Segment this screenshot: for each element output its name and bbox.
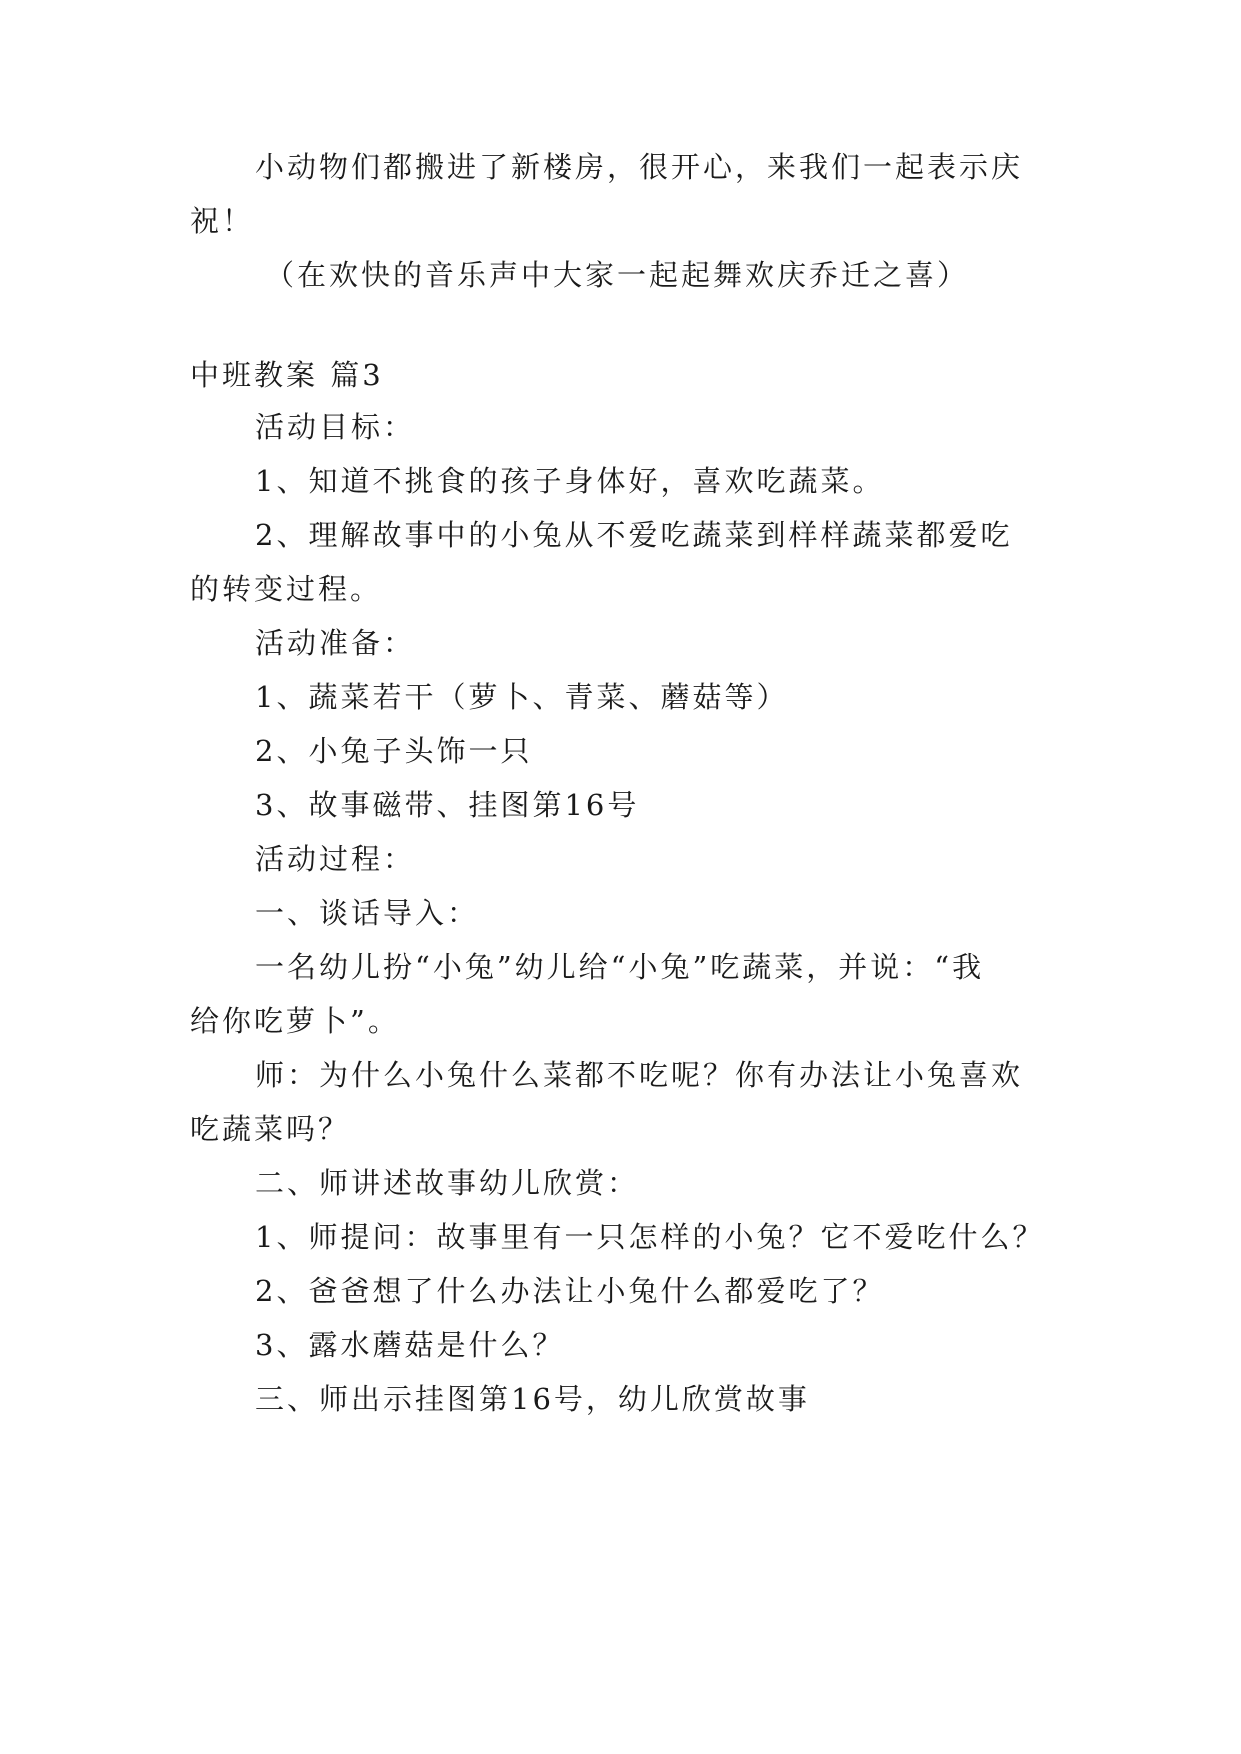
paragraph-line: 小动物们都搬进了新楼房，很开心，来我们一起表示庆 [255, 150, 1024, 184]
paragraph-line: 三、师出示挂图第16号，幼儿欣赏故事 [255, 1382, 810, 1416]
paragraph-line: 师：为什么小兔什么菜都不吃呢？你有办法让小兔喜欢 [255, 1058, 1024, 1092]
paragraph-line: 二、师讲述故事幼儿欣赏： [255, 1166, 640, 1200]
paragraph-line: 1、知道不挑食的孩子身体好，喜欢吃蔬菜。 [255, 464, 885, 498]
paragraph-line: 祝！ [190, 204, 255, 238]
paragraph-line: 2、爸爸想了什么办法让小兔什么都爱吃了？ [255, 1274, 885, 1308]
paragraph-line: 3、露水蘑菇是什么？ [255, 1328, 565, 1362]
paragraph-line: 1、师提问：故事里有一只怎样的小兔？它不爱吃什么？ [255, 1220, 1045, 1254]
paragraph-line: 3、故事磁带、挂图第16号 [255, 788, 640, 822]
paragraph-line: 活动过程： [255, 842, 416, 876]
paragraph-line: 的转变过程。 [190, 572, 383, 606]
paragraph-line: 给你吃萝卜”。 [190, 1004, 400, 1038]
section-heading: 中班教案 篇3 [190, 358, 384, 392]
paragraph-line: 一、谈话导入： [255, 896, 480, 930]
paragraph-line: （在欢快的音乐声中大家一起起舞欢庆乔迁之喜） [265, 258, 970, 292]
paragraph-line: 一名幼儿扮“小兔”幼儿给“小兔”吃蔬菜，并说：“我 [255, 950, 985, 984]
paragraph-line: 2、小兔子头饰一只 [255, 734, 533, 768]
paragraph-line: 活动准备： [255, 626, 416, 660]
paragraph-line: 1、蔬菜若干（萝卜、青菜、蘑菇等） [255, 680, 789, 714]
paragraph-line: 2、理解故事中的小兔从不爱吃蔬菜到样样蔬菜都爱吃 [255, 518, 1013, 552]
paragraph-line: 吃蔬菜吗？ [190, 1112, 351, 1146]
paragraph-line: 活动目标： [255, 410, 416, 444]
